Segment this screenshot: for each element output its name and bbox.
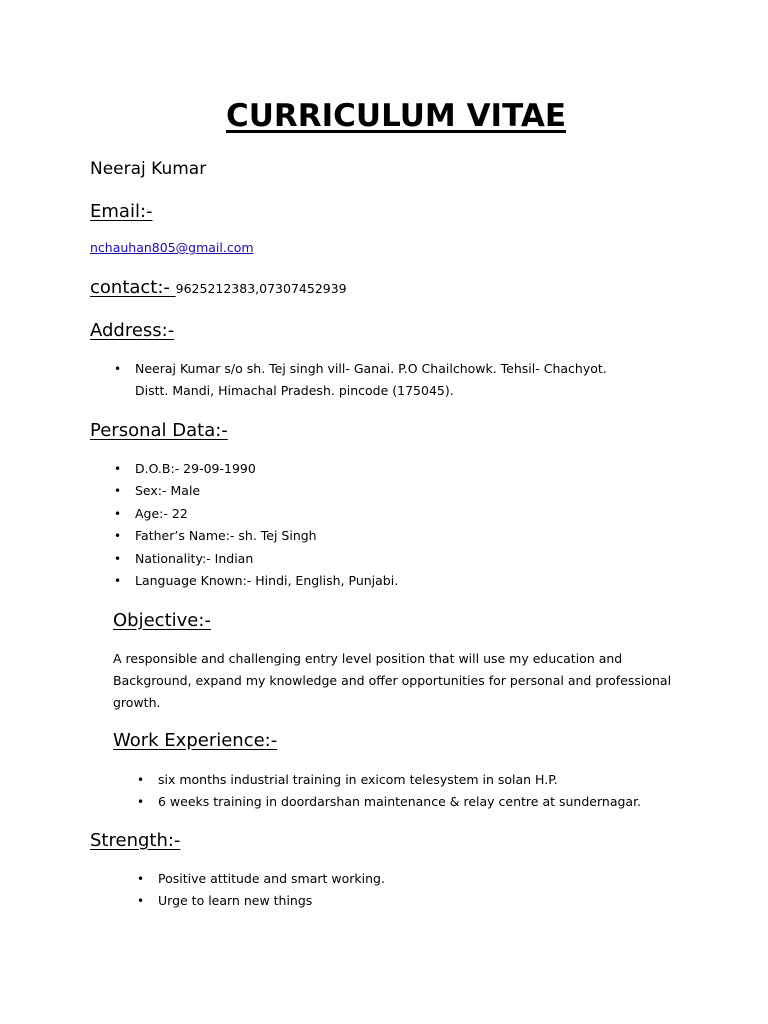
work-experience-heading: Work Experience:- (113, 730, 278, 751)
list-item (114, 503, 398, 525)
list-item (114, 358, 607, 403)
candidate-name: Neeraj Kumar (90, 159, 207, 179)
list-item (137, 890, 385, 912)
objective-line: growth. (113, 695, 161, 710)
work-experience-list (137, 769, 642, 814)
contact-heading: contact:- (90, 277, 176, 298)
list-item (137, 868, 385, 890)
list-item (114, 480, 398, 502)
bullet-icon: • (114, 362, 122, 376)
bullet-icon: • (137, 872, 145, 886)
contact-numbers: 9625212383,07307452939 (175, 281, 347, 296)
address-list (114, 358, 607, 403)
objective-line: Background, expand my knowledge and offer opportunities for personal and professional (113, 673, 672, 688)
personal-item: Age:- 22 (135, 505, 188, 521)
bullet-icon: • (114, 551, 122, 566)
bullet-icon: • (137, 773, 145, 787)
strength-item: Urge to learn new things (158, 893, 313, 909)
list-item (137, 791, 642, 813)
personal-item: D.O.B:- 29-09-1990 (135, 461, 256, 476)
personal-data-list (114, 458, 399, 592)
strength-item: Positive attitude and smart working. (158, 871, 385, 886)
list-item (114, 548, 398, 570)
bullet-icon: • (114, 484, 122, 499)
strength-heading: Strength:- (90, 830, 181, 851)
bullet-icon: • (114, 574, 122, 589)
document-title: CURRICULUM VITAE (225, 98, 567, 134)
list-item (114, 458, 398, 480)
personal-item: Sex:- Male (135, 483, 201, 499)
objective-paragraph (113, 648, 693, 714)
address-heading: Address:- (90, 320, 175, 341)
address-line: Distt. Mandi, Himachal Pradesh. pincode (175045). (135, 383, 454, 399)
bullet-icon: • (137, 894, 145, 909)
list-item (114, 570, 399, 592)
work-item: six months industrial training in exicom telesystem in solan H.P. (158, 772, 558, 787)
bullet-icon: • (137, 795, 145, 810)
work-item: 6 weeks training in doordarshan maintenance & relay centre at sundernagar. (158, 794, 642, 810)
email-link[interactable]: nchauhan805@gmail.com (90, 240, 254, 255)
address-line: Neeraj Kumar s/o sh. Tej singh vill- Ganai. P.O Chailchowk. Tehsil- Chachyot. (135, 361, 607, 376)
list-item (137, 769, 641, 791)
bullet-icon: • (114, 462, 122, 476)
personal-item: Language Known:- Hindi, English, Punjabi. (135, 573, 399, 589)
bullet-icon: • (114, 506, 122, 521)
strength-list (137, 868, 385, 913)
objective-heading: Objective:- (113, 610, 211, 631)
personal-data-heading: Personal Data:- (90, 420, 228, 441)
bullet-icon: • (114, 529, 122, 544)
email-heading: Email:- (90, 201, 153, 222)
list-item (114, 525, 398, 547)
personal-item: Father’s Name:- sh. Tej Singh (135, 528, 317, 544)
personal-item: Nationality:- Indian (135, 550, 254, 566)
contact-row (90, 275, 347, 301)
objective-line: A responsible and challenging entry level position that will use my education and (113, 651, 623, 666)
